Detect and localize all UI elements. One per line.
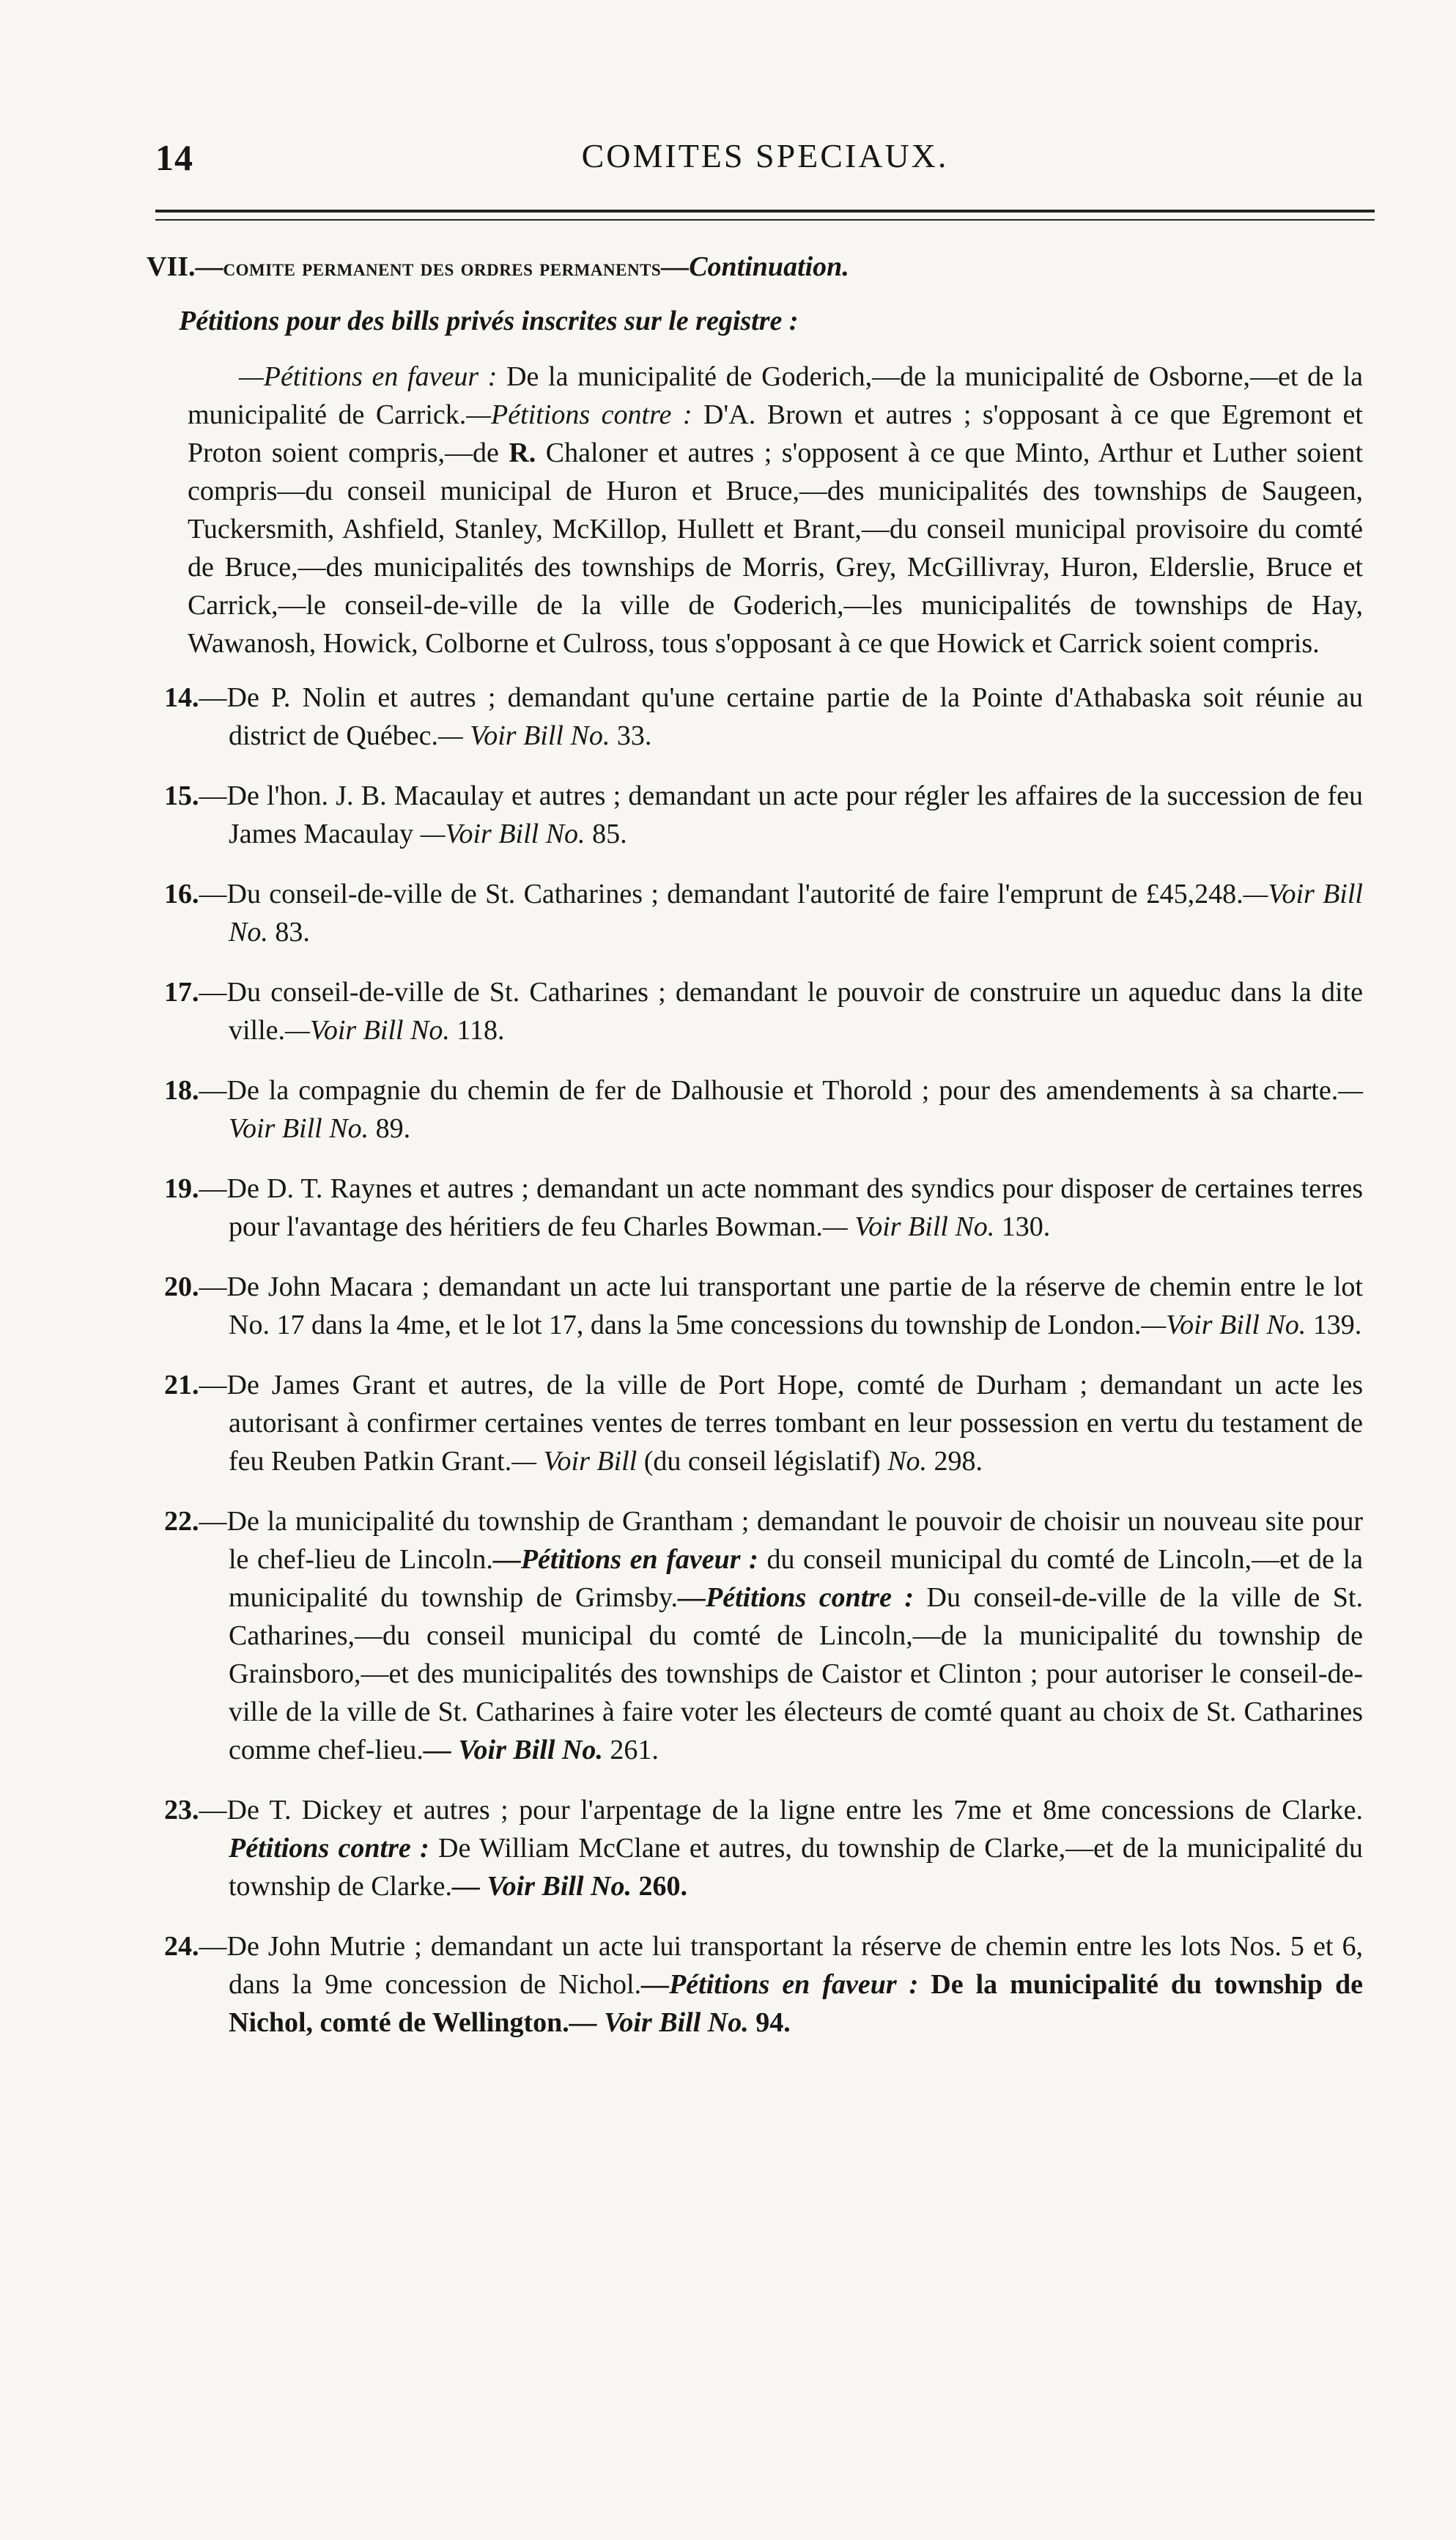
entry-number: 22.: [164, 1506, 199, 1537]
bill-reference-label: — Voir Bill No.: [452, 1871, 632, 1902]
entry-text-2: du conseil municipal du comté de Lincoln,—et de la municipalité du township de Grimsby.: [229, 1544, 1363, 1613]
petition-entry-21: [164, 1366, 1363, 1480]
bill-number: 89.: [369, 1113, 411, 1144]
entry-text: —De James Grant et autres, de la ville de Port Hope, comté de Durham ; demandant un acte les autorisant à confirmer certaines ventes de terres tombant en leur possession en vertu du testament de feu Reuben Patkin Grant.: [199, 1370, 1363, 1477]
section-title: comite permanent des ordres permanents: [223, 255, 662, 281]
bill-number: 260.: [631, 1871, 687, 1902]
petition-entry-20: [164, 1268, 1363, 1344]
entry-text: —Du conseil-de-ville de St. Catharines ; demandant l'autorité de faire l'emprunt de £45,248.: [199, 879, 1243, 909]
running-title: COMITES SPECIAUX.: [581, 137, 949, 174]
petitions-for-label: —Pétitions en faveur :: [492, 1544, 758, 1575]
bill-reference-label: — Voir Bill No.: [437, 720, 610, 751]
petitions-against-label: —Pétitions contre :: [466, 399, 692, 430]
entry-number: 14.: [164, 682, 199, 713]
entry-number: 15.: [164, 780, 199, 811]
section-heading: [147, 248, 1363, 287]
petitions-against-label: —Pétitions contre :: [678, 1582, 914, 1613]
intro-initial: R.: [509, 438, 536, 468]
petition-entry-22: [164, 1502, 1363, 1769]
section-dash: —: [195, 251, 223, 282]
entry-text: —De John Macara ; demandant un acte lui transportant une partie de la réserve de chemin entre le lot No. 17 dans la 4me, et le lot 17, dans la 5me concessions du township de London.: [199, 1271, 1363, 1340]
petition-entry-17: [164, 973, 1363, 1049]
entry-text-2: De la municipalité du township de Nichol, comté de Wellington.: [229, 1969, 1363, 2038]
petition-entry-16: [164, 875, 1363, 951]
entry-text-2: De William McClane et autres, du township de Clarke,—et de la municipalité du township de Clarke.: [229, 1833, 1363, 1902]
entry-number: 20.: [164, 1271, 199, 1302]
bill-no-label: No.: [887, 1446, 928, 1477]
bill-reference-label: —Voir Bill No.: [420, 819, 585, 849]
bill-number: 94.: [748, 2007, 791, 2038]
petitions-against-label: Pétitions contre :: [229, 1833, 429, 1864]
header-rule-thin: [155, 219, 1375, 221]
petition-entry-18: [164, 1071, 1363, 1148]
entry-number: 23.: [164, 1795, 199, 1825]
petitions-for-label: —Pétitions en faveur :: [641, 1969, 919, 2000]
page-body: [147, 248, 1364, 2064]
bill-reference-label: — Voir Bill No.: [229, 1075, 1363, 1144]
entry-text: —De la compagnie du chemin de fer de Dalhousie et Thorold ; pour des amendements à sa charte.: [199, 1075, 1339, 1106]
petition-entry-23: [164, 1791, 1363, 1905]
bill-reference-label: — Voir Bill No.: [822, 1211, 995, 1242]
entry-text: —De T. Dickey et autres ; pour l'arpentage de la ligne entre les 7me et 8me concessions de Clarke.: [199, 1795, 1363, 1825]
petition-entry-19: [164, 1170, 1363, 1246]
bill-number: 85.: [585, 819, 627, 849]
bill-number: 139.: [1306, 1310, 1362, 1340]
intro-text-2: D'A. Brown et autres ; s'opposant à ce que Egremont et Proton soient compris,—de: [188, 399, 1363, 468]
petition-entry-24: [164, 1927, 1363, 2042]
intro-text-3: Chaloner et autres ; s'opposent à ce que Minto, Arthur et Luther soient compris—du conseil municipal de Huron et Bruce,—des municipalités des townships de Saugeen, Tuckersmith, Ashfield, Stanley, McKillop, Hullett et Brant,—du conseil municipal provisoire du comté de Bruce,—des municipalités des townships de Morris, Grey, McGillivray, Huron, Elderslie, Bruce et Carrick,—le conseil-de-ville de la ville de Goderich,—les municipalités de townships de Hay, Wawanosh, Howick, Colborne et Culross, tous s'opposant à ce que Howick et Carrick soient compris.: [188, 438, 1363, 659]
entry-text: —De l'hon. J. B. Macaulay et autres ; demandant un acte pour régler les affaires de la succession de feu James Macaulay: [199, 780, 1363, 849]
page-header: [155, 136, 1375, 195]
bill-number: 33.: [610, 720, 652, 751]
bill-reference-label: —Voir Bill No.: [1141, 1310, 1307, 1340]
petitions-for-label: —Pétitions en faveur :: [239, 361, 498, 392]
entry-text: —De John Mutrie ; demandant un acte lui transportant la réserve de chemin entre les lots Nos. 5 et 6, dans la 9me concession de Nichol.: [199, 1931, 1363, 2000]
bill-reference-label: —Voir Bill No.: [229, 879, 1363, 948]
bill-number: 261.: [602, 1735, 659, 1765]
entry-number: 21.: [164, 1370, 199, 1400]
bill-number: 130.: [994, 1211, 1051, 1242]
petition-entry-14: [164, 679, 1363, 755]
page-number: 14: [155, 137, 193, 178]
bill-origin-note: (du conseil législatif): [637, 1446, 888, 1477]
entry-text-3: Du conseil-de-ville de la ville de St. Catharines,—du conseil municipal du comté de Lincoln,—de la municipalité du township de Grainsboro,—et des municipalités des townships de Caistor et Clinton ; pour autoriser le conseil-de-ville de la ville de St. Catharines à faire voter les électeurs de comté quant au choix de St. Catharines comme chef-lieu.: [229, 1582, 1363, 1765]
header-rule-thick: [155, 210, 1375, 213]
entry-number: 18.: [164, 1075, 199, 1106]
entry-text: —De P. Nolin et autres ; demandant qu'une certaine partie de la Pointe d'Athabaska soit réunie au district de Québec.: [199, 682, 1363, 751]
bill-number: 298.: [927, 1446, 983, 1477]
entry-number: 16.: [164, 879, 199, 909]
entry-number: 19.: [164, 1173, 199, 1204]
section-number: VII.: [147, 251, 196, 282]
intro-paragraph: [188, 358, 1363, 662]
entry-text: —De D. T. Raynes et autres ; demandant un acte nommant des syndics pour disposer de certaines terres pour l'avantage des héritiers de feu Charles Bowman.: [199, 1173, 1363, 1242]
subsection-heading: Pétitions pour des bills privés inscrites sur le registre :: [179, 306, 799, 336]
intro-text-1: De la municipalité de Goderich,—de la municipalité de Osborne,—et de la municipalité de Carrick.: [188, 361, 1364, 430]
bill-reference-label: — Voir Bill No.: [569, 2007, 749, 2038]
entry-text: —De la municipalité du township de Grantham ; demandant le pouvoir de choisir un nouveau site pour le chef-lieu de Lincoln.: [199, 1506, 1363, 1575]
petition-entry-15: [164, 777, 1363, 853]
entry-number: 17.: [164, 977, 199, 1008]
bill-number: 83.: [267, 917, 310, 948]
entry-text: —Du conseil-de-ville de St. Catharines ; demandant le pouvoir de construire un aqueduc dans la dite ville.: [199, 977, 1363, 1046]
section-continuation: —Continuation.: [661, 251, 849, 282]
bill-reference-label: — Voir Bill: [511, 1446, 638, 1477]
entry-number: 24.: [164, 1931, 199, 1962]
bill-number: 118.: [449, 1015, 505, 1046]
bill-reference-label: — Voir Bill No.: [423, 1735, 603, 1765]
bill-reference-label: —Voir Bill No.: [285, 1015, 450, 1046]
